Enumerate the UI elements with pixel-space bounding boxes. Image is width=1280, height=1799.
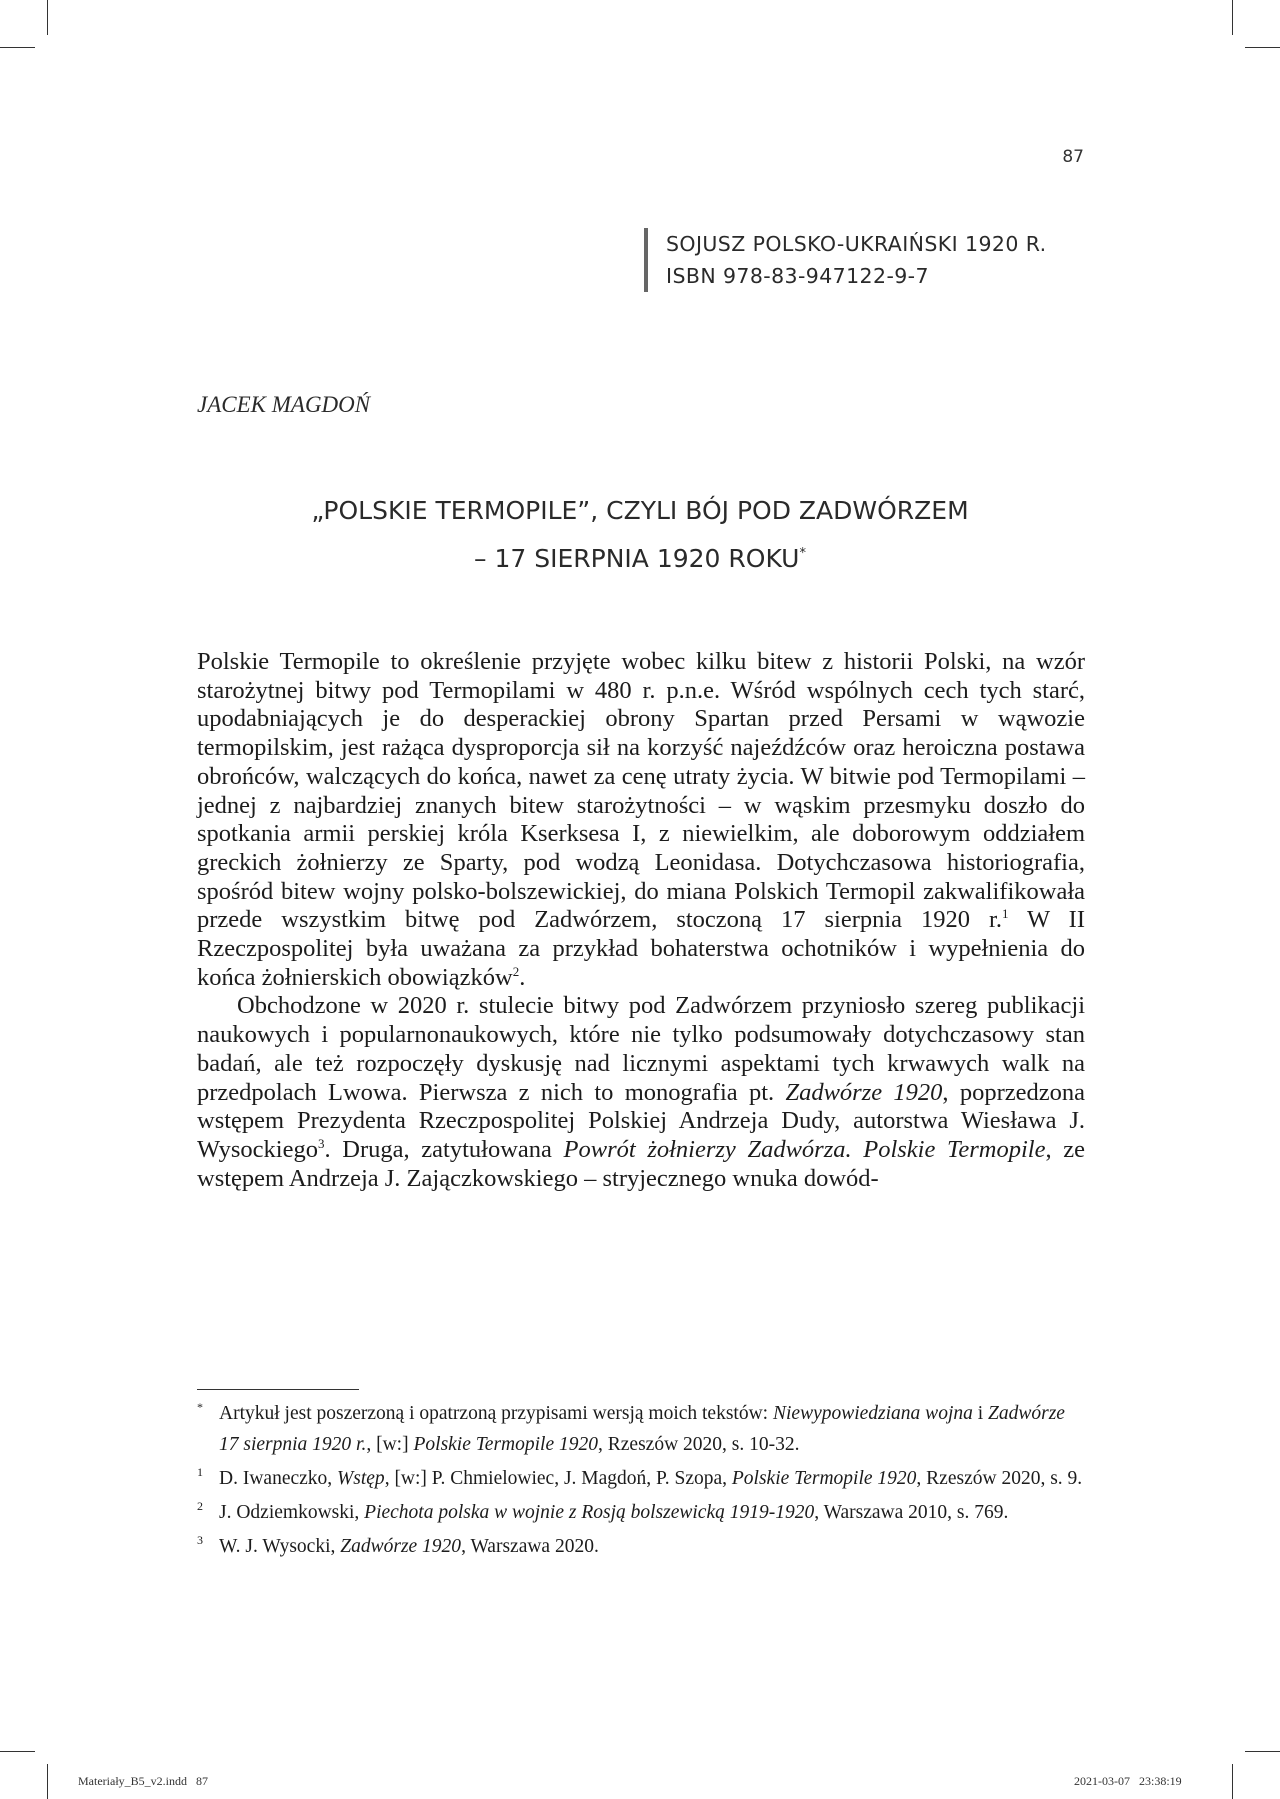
text: i bbox=[972, 1403, 989, 1424]
text: , ze wstępem Andrzeja J. Zajączkowskiego – stryjecznego wnuka dowód- bbox=[197, 1135, 1086, 1192]
text: , [w:] P. Chmielowiec, J. Magdoń, P. Szopa, bbox=[384, 1468, 732, 1489]
crop-mark bbox=[0, 1751, 35, 1752]
crop-mark bbox=[1245, 47, 1280, 48]
crop-mark bbox=[0, 47, 35, 48]
title-line-2-text: – 17 SIERPNIA 1920 ROKU bbox=[474, 544, 800, 573]
footnote-2 bbox=[197, 1497, 1085, 1528]
paragraph-2 bbox=[197, 992, 1085, 1193]
text: W. J. Wysocki, bbox=[219, 1536, 341, 1557]
text-italic: Polskie Termopile 1920 bbox=[731, 1468, 917, 1489]
footnote-mark: * bbox=[197, 1400, 203, 1414]
title-line-2 bbox=[180, 532, 1100, 580]
text: J. Odziemkowski, bbox=[219, 1502, 365, 1523]
footnote-1 bbox=[197, 1463, 1085, 1494]
footnote-ref: 3 bbox=[318, 1135, 325, 1151]
series-title: SOJUSZ POLSKO-UKRAIŃSKI 1920 R. bbox=[666, 232, 1047, 256]
paragraph-1 bbox=[197, 648, 1085, 992]
slug-datetime: 2021-03-07 23:38:19 bbox=[1074, 1774, 1182, 1788]
text-italic: Niewypowiedziana wojna bbox=[772, 1403, 973, 1424]
text-italic: Zadwórze 17 sierpnia 1920 r. bbox=[219, 1403, 1065, 1455]
text-italic: Zadwórze 1920 bbox=[340, 1536, 462, 1557]
text: D. Iwaneczko, bbox=[219, 1468, 338, 1489]
title-footnote-mark: * bbox=[799, 546, 806, 561]
footnote-star bbox=[197, 1398, 1085, 1460]
book-title: Zadwórze 1920 bbox=[785, 1078, 943, 1106]
text: , Warszawa 2010, s. 769. bbox=[814, 1502, 1009, 1523]
text-italic: Wstęp bbox=[337, 1468, 385, 1489]
text-italic: Piechota polska w wojnie z Rosją bolszewicką 1919-1920 bbox=[364, 1502, 815, 1523]
footnote-3 bbox=[197, 1531, 1085, 1562]
crop-mark bbox=[1232, 0, 1233, 35]
crop-mark bbox=[47, 1764, 48, 1799]
footnote-ref: 1 bbox=[1001, 906, 1009, 922]
author-name: JACEK MAGDOŃ bbox=[197, 392, 371, 417]
text-italic: Polskie Termopile 1920 bbox=[413, 1434, 599, 1455]
slug-filename: Materiały_B5_v2.indd 87 bbox=[78, 1774, 208, 1788]
crop-mark bbox=[1232, 1764, 1233, 1799]
crop-mark bbox=[1245, 1751, 1280, 1752]
text: , poprzedzona wstępem Prezydenta Rzeczpospolitej Polskiej Andrzeja Dudy, autorstwa Wiesława J. Wysockiego bbox=[197, 1078, 1085, 1163]
article-title bbox=[180, 489, 1100, 580]
title-line-1: „POLSKIE TERMOPILE”, CZYLI BÓJ POD ZADWÓRZEM bbox=[311, 496, 969, 525]
footnote-ref: 2 bbox=[512, 963, 520, 979]
text: . Druga, zatytułowana bbox=[324, 1135, 564, 1163]
footnote-mark: 2 bbox=[197, 1499, 203, 1513]
text: , [w:] bbox=[366, 1434, 414, 1455]
text: Artykuł jest poszerzoną i opatrzoną przypisami wersją moich tekstów: bbox=[219, 1403, 773, 1424]
text: , Rzeszów 2020, s. 10-32. bbox=[598, 1434, 800, 1455]
footnote-mark: 3 bbox=[197, 1533, 203, 1547]
text: W II Rzeczpospolitej była uważana za przykład bohaterstwa ochotników i wypełnienia do końca żołnierskich obowiązków bbox=[197, 906, 1085, 991]
text: Obchodzone w 2020 r. stulecie bitwy pod Zadwórzem przyniosło szereg publikacji naukowych i popularnonaukowych, które nie tylko podsumowały dotychczasowy stan badań, ale też rozpoczęły dyskusję nad licznymi aspektami tych krwawych walk na przedpolach Lwowa. Pierwsza z nich to monografia pt. bbox=[197, 992, 1085, 1106]
series-info bbox=[644, 228, 1126, 292]
footnote-separator bbox=[197, 1389, 359, 1390]
isbn: ISBN 978-83-947122-9-7 bbox=[666, 264, 929, 288]
page-number: 87 bbox=[1062, 147, 1084, 167]
text: Polskie Termopile to określenie przyjęte wobec kilku bitew z historii Polski, na wzór starożytnej bitwy pod Termopilami w 480 r. p.n.e. Wśród wspólnych cech tych starć, upodabniających je do desperackiej obrony Spartan przed Persami w wąwozie termopilskim, jest rażąca dysproporcja sił na korzyść najeźdźców oraz heroiczna postawa obrońców, walczących do końca, nawet za cenę utraty życia. W bitwie pod Termopilami – jednej z najbardziej znanych bitew starożytności – w wąskim przesmyku doszło do spotkania armii perskiej króla Kserksesa I, z niewielkim, ale doborowym oddziałem greckich żołnierzy ze Sparty, pod wodzą Leonidasa. Dotychczasowa historiografia, spośród bitew wojny polsko-bolszewickiej, do miana Polskich Termopil zakwalifikowała przede wszystkim bitwę pod Zadwórzem, stoczoną 17 sierpnia 1920 r. bbox=[197, 648, 1085, 934]
text: . bbox=[519, 963, 526, 991]
crop-mark bbox=[47, 0, 48, 35]
text: , Rzeszów 2020, s. 9. bbox=[916, 1468, 1083, 1489]
article-body bbox=[197, 648, 1085, 1193]
text: , Warszawa 2020. bbox=[461, 1536, 599, 1557]
footnotes bbox=[197, 1398, 1085, 1565]
footnote-mark: 1 bbox=[197, 1465, 203, 1479]
book-title: Powrót żołnierzy Zadwórza. Polskie Termopile bbox=[563, 1135, 1046, 1163]
